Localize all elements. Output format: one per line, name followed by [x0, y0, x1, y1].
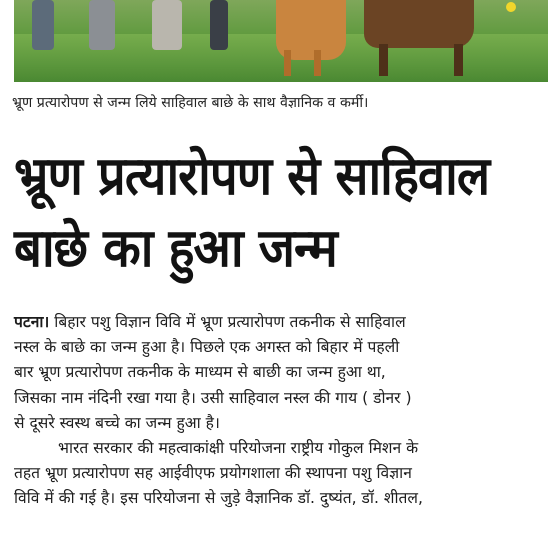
body-line: तहत भ्रूण प्रत्यारोपण सह आईवीएफ प्रयोगशाला की स्थापना पशु विज्ञान	[14, 464, 412, 483]
cow-leg	[379, 44, 388, 76]
body-line: भारत सरकार की महत्वाकांक्षी परियोजना राष्ट्रीय गोकुल मिशन के	[58, 438, 419, 457]
body-line: नस्ल के बाछे का जन्म हुआ है। पिछले एक अगस्त को बिहार में पहली	[14, 338, 400, 357]
article-body	[14, 310, 554, 512]
cow-leg	[454, 44, 463, 76]
person-figure	[32, 0, 54, 50]
body-line: विवि में की गई है। इस परियोजना से जुड़े वैज्ञानिक डॉ. दुष्यंत, डॉ. शीतल,	[14, 489, 423, 508]
headline-line-2: बाछे का हुआ जन्म	[14, 217, 337, 280]
headline-line-1: भ्रूण प्रत्यारोपण से साहिवाल	[14, 145, 490, 208]
headline	[14, 138, 554, 282]
dateline: पटना।	[14, 313, 50, 331]
news-photo	[14, 0, 548, 82]
person-figure	[152, 0, 182, 50]
calf-leg	[284, 50, 291, 76]
body-line: से दूसरे स्वस्थ बच्चे का जन्म हुआ है।	[14, 413, 220, 432]
body-line: बार भ्रूण प्रत्यारोपण तकनीक के माध्यम से बाछी का जन्म हुआ था,	[14, 363, 386, 382]
person-figure	[210, 0, 228, 50]
flower	[506, 2, 516, 12]
body-line	[14, 310, 554, 335]
person-figure	[89, 0, 115, 50]
cow-figure	[364, 0, 474, 48]
calf-leg	[314, 50, 321, 76]
body-line: जिसका नाम नंदिनी रखा गया है। उसी साहिवाल नस्ल की गाय ( डोनर )	[14, 388, 412, 407]
photo-caption: भ्रूण प्रत्यारोपण से जन्म लिये साहिवाल बाछे के साथ वैज्ञानिक व कर्मी।	[12, 95, 369, 111]
body-text: बिहार पशु विज्ञान विवि में भ्रूण प्रत्यारोपण तकनीक से साहिवाल	[49, 313, 406, 331]
